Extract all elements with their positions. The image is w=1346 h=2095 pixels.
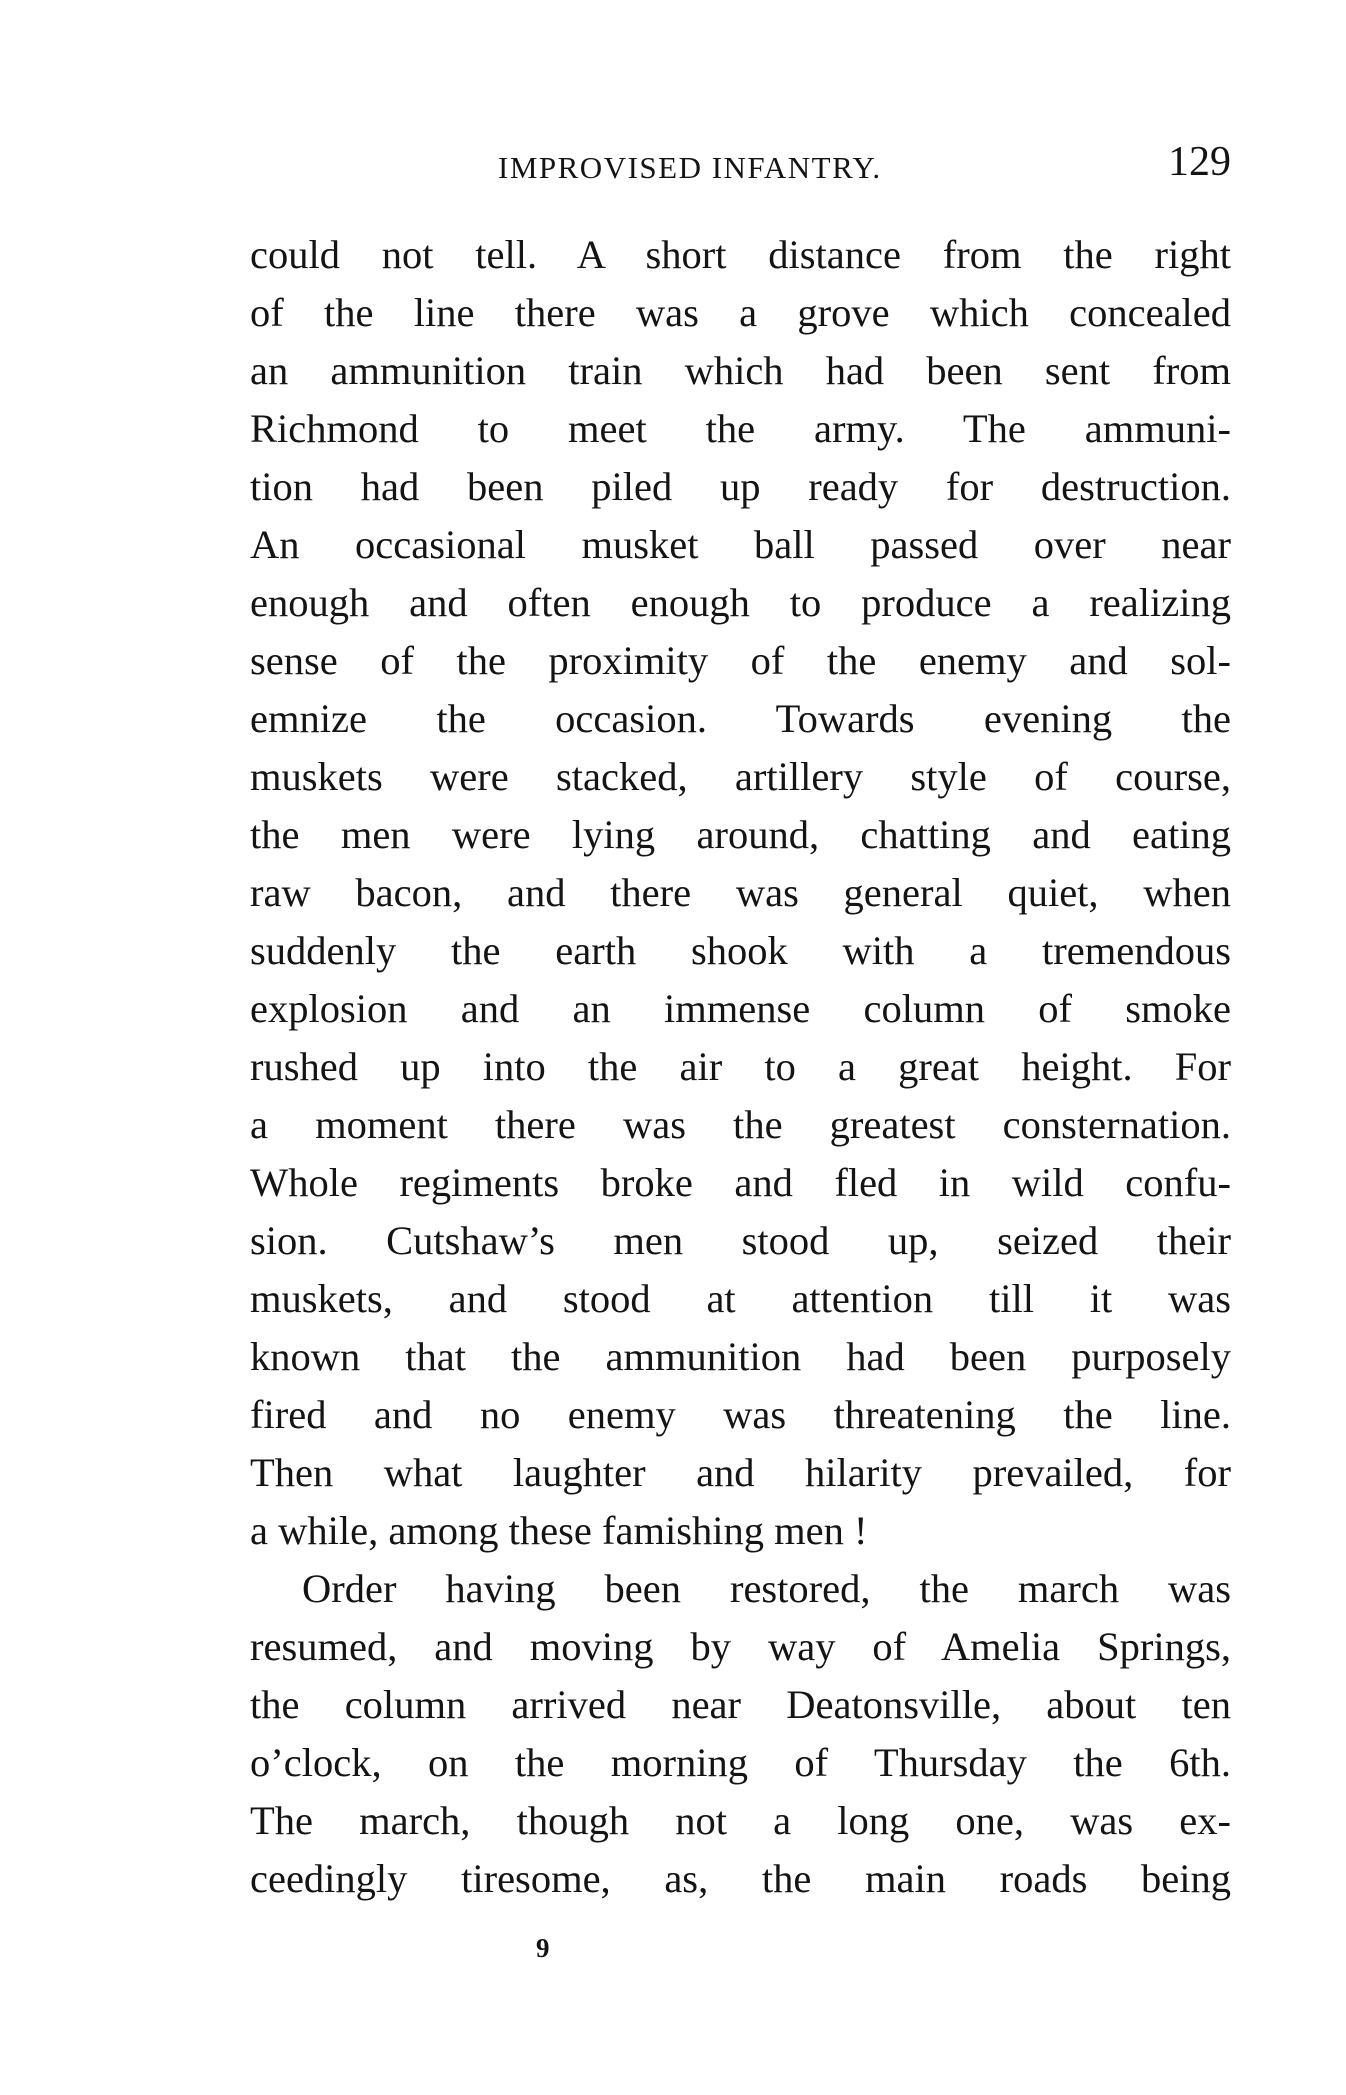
text-line: sion. Cutshaw’s men stood up, seized their bbox=[250, 1218, 1231, 1263]
text-line: muskets, and stood at attention till it was bbox=[250, 1276, 1231, 1321]
text-line: Then what laughter and hilarity prevailed, for bbox=[250, 1450, 1231, 1495]
signature-mark: 9 bbox=[536, 1933, 550, 1963]
text-line: suddenly the earth shook with a tremendous bbox=[250, 928, 1231, 973]
text-line: a moment there was the greatest consternation. bbox=[250, 1102, 1231, 1147]
text-line: explosion and an immense column of smoke bbox=[250, 986, 1231, 1031]
body-text bbox=[250, 226, 1231, 1908]
running-title: IMPROVISED INFANTRY. bbox=[498, 150, 882, 185]
text-line: known that the ammunition had been purposely bbox=[250, 1334, 1231, 1379]
text-line: the men were lying around, chatting and eating bbox=[250, 812, 1231, 857]
text-line: of the line there was a grove which concealed bbox=[250, 290, 1231, 335]
text-line: An occasional musket ball passed over near bbox=[250, 522, 1231, 567]
text-line: The march, though not a long one, was ex- bbox=[250, 1798, 1231, 1843]
text-line: Richmond to meet the army. The ammuni- bbox=[250, 406, 1231, 451]
text-line: an ammunition train which had been sent from bbox=[250, 348, 1231, 393]
text-line: rushed up into the air to a great height. For bbox=[250, 1044, 1231, 1089]
text-line: sense of the proximity of the enemy and sol- bbox=[250, 638, 1231, 683]
text-line: could not tell. A short distance from the right bbox=[250, 232, 1231, 277]
text-line: fired and no enemy was threatening the line. bbox=[250, 1392, 1231, 1437]
text-line: resumed, and moving by way of Amelia Springs, bbox=[250, 1624, 1231, 1669]
page-number: 129 bbox=[1168, 139, 1231, 185]
text-line: the column arrived near Deatonsville, about ten bbox=[250, 1682, 1231, 1727]
text-line: ceedingly tiresome, as, the main roads being bbox=[250, 1856, 1231, 1901]
text-line: raw bacon, and there was general quiet, when bbox=[250, 870, 1231, 915]
text-line: emnize the occasion. Towards evening the bbox=[250, 696, 1231, 741]
text-line: enough and often enough to produce a realizing bbox=[250, 580, 1231, 625]
text-line: o’clock, on the morning of Thursday the 6th. bbox=[250, 1740, 1231, 1785]
text-line: tion had been piled up ready for destruction. bbox=[250, 464, 1231, 509]
running-head bbox=[250, 138, 1231, 198]
paragraph-start-line: Order having been restored, the march was bbox=[302, 1566, 1231, 1611]
paragraph-end-line: a while, among these famishing men ! bbox=[250, 1508, 868, 1553]
text-line: muskets were stacked, artillery style of course, bbox=[250, 754, 1231, 799]
text-line: Whole regiments broke and fled in wild confu- bbox=[250, 1160, 1231, 1205]
